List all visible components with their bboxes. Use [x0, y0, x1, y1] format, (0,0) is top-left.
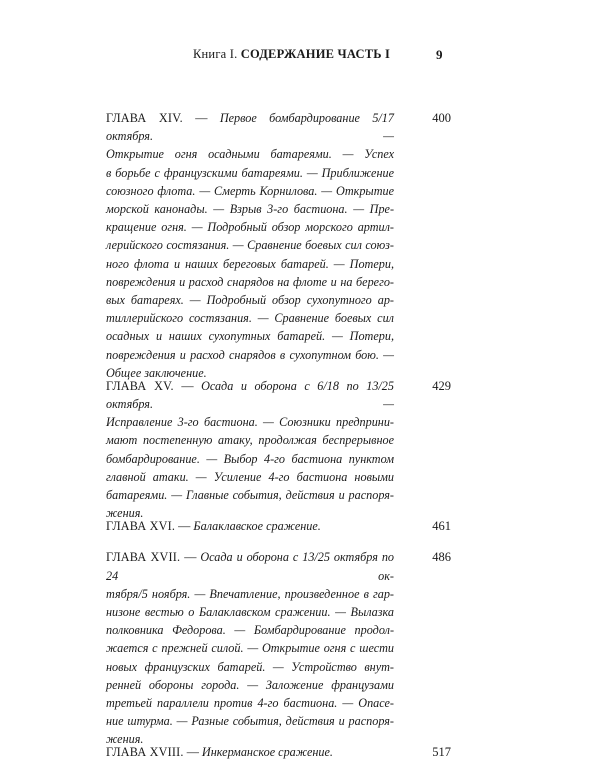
chapter-summary-text: Первое бомбардирование 5/17 октября. —	[106, 111, 394, 144]
chapter-label: ГЛАВА XVI.	[106, 519, 176, 534]
toc-line	[106, 218, 394, 236]
toc-line	[106, 377, 394, 413]
chapter-summary-text: Исправление 3-го бастиона. — Союзники предприни-	[106, 415, 394, 430]
toc-entry-page: 517	[432, 745, 451, 760]
chapter-summary-text: Осада и оборона с 13/25 октября по 24 ок-	[106, 550, 395, 583]
toc-entry-chapter-14	[106, 109, 451, 380]
toc-entry-page: 486	[432, 550, 451, 565]
toc-entry-chapter-17	[106, 548, 451, 747]
chapter-summary-text: морской канонады. — Взрыв 3-го бастиона. — Пре-	[106, 202, 394, 217]
chapter-dash: —	[195, 111, 208, 125]
toc-line	[106, 676, 394, 694]
toc-line	[106, 486, 394, 504]
section-title: СОДЕРЖАНИЕ ЧАСТЬ I	[240, 47, 391, 61]
chapter-summary-text: ние штурма. — Разные события, действия и распоря-	[106, 714, 394, 729]
chapter-summary-text: ренней обороны города. — Заложение французами	[106, 677, 394, 692]
chapter-dash: —	[184, 550, 197, 565]
book-label: Книга I.	[193, 47, 238, 61]
chapter-summary-text: жения.	[106, 732, 144, 747]
chapter-summary-text: Балаклавское сражение.	[193, 519, 321, 534]
toc-line	[106, 548, 394, 584]
toc-line	[106, 309, 394, 327]
chapter-summary-text: осадных и наших сухопутных батарей. — Потери,	[106, 329, 394, 344]
running-title	[193, 47, 390, 62]
chapter-summary-text: жается с прежней силой. — Открытие огня с шести	[106, 641, 394, 656]
chapter-summary-text: Инкерманское сражение.	[201, 745, 333, 760]
chapter-label: ГЛАВА XVII.	[106, 550, 181, 565]
chapter-summary-text: вых батареях. — Подробный обзор сухопутного ар-	[106, 293, 394, 308]
toc-entry-text	[106, 743, 394, 761]
chapter-summary-text: полковника Федорова. — Бомбардирование продол-	[106, 623, 394, 638]
toc-entry-page: 429	[432, 378, 451, 393]
running-head	[0, 47, 600, 67]
chapter-summary-text: бомбардирование. — Выбор 4-го бастиона пунктом	[106, 451, 394, 466]
toc-line	[106, 200, 394, 218]
toc-line	[106, 517, 394, 535]
chapter-summary-text: низоне вестью о Балаклавском сражении. — Вылазка	[106, 605, 394, 619]
toc-line	[106, 468, 394, 486]
toc-line	[106, 413, 394, 431]
toc-line	[106, 273, 394, 291]
chapter-summary-text: батареями. — Главные события, действия и распоря-	[106, 488, 394, 503]
chapter-summary-text: лерийского состязания. — Сравнение боевых сил союз-	[106, 238, 394, 253]
chapter-summary-text: тября/5 ноября. — Впечатление, произведенное в гар-	[106, 586, 394, 601]
chapter-summary-text: Общее заключение.	[106, 365, 207, 380]
chapter-label: ГЛАВА XV.	[106, 378, 174, 393]
toc-line	[106, 712, 394, 730]
chapter-summary-text: мают постепенную атаку, продолжая беспрерывное	[106, 433, 394, 448]
toc-line	[106, 255, 394, 273]
chapter-summary-text: ного флота и наших береговых батарей. — Потери,	[106, 256, 394, 271]
chapter-summary-text: главной атаки. — Усиление 4-го бастиона новыми	[106, 469, 394, 484]
toc-entry-chapter-16	[106, 517, 451, 535]
toc-entry-chapter-15	[106, 377, 451, 521]
toc-line	[106, 431, 394, 449]
toc-entry-text	[106, 517, 394, 535]
chapter-summary-text: повреждения и расход снарядов в сухопутном бою. —	[106, 347, 394, 362]
toc-entry-chapter-18	[106, 743, 451, 761]
toc-line	[106, 109, 394, 145]
chapter-dash: —	[178, 519, 191, 534]
chapter-summary-text: третьей параллели против 4-го бастиона. — Опасе-	[106, 696, 394, 711]
chapter-summary-text: жения.	[106, 506, 144, 521]
chapter-summary-text: Осада и оборона с 6/18 по 13/25 октября. —	[106, 378, 394, 411]
toc-line	[106, 236, 394, 254]
toc-entry-page: 461	[432, 519, 451, 534]
toc-line	[106, 327, 394, 345]
toc-line	[106, 621, 394, 639]
toc-line	[106, 164, 394, 182]
chapter-summary-text: повреждения и расход снарядов на флоте и на берего-	[106, 274, 394, 289]
toc-line	[106, 694, 394, 712]
toc-entry-text	[106, 109, 394, 382]
toc-entry-page: 400	[432, 111, 451, 125]
chapter-dash: —	[181, 378, 194, 393]
chapter-summary-text: Открытие огня осадными батареями. — Успех	[106, 147, 394, 162]
toc-line	[106, 450, 394, 468]
page-number: 9	[436, 47, 443, 62]
toc-line	[106, 346, 394, 364]
toc-line	[106, 145, 394, 163]
toc-line	[106, 182, 394, 200]
toc-line	[106, 603, 394, 621]
chapter-summary-text: в борьбе с французскими батареями. — Приближение	[106, 165, 394, 180]
toc-line	[106, 743, 394, 761]
toc-entry-text	[106, 377, 394, 523]
chapter-label: ГЛАВА XIV.	[106, 111, 183, 125]
chapter-label: ГЛАВА XVIII.	[106, 745, 184, 760]
toc-line	[106, 291, 394, 309]
toc-entry-text	[106, 548, 394, 748]
chapter-dash: —	[186, 745, 199, 760]
chapter-summary-text: новых французских батарей. — Устройство внут-	[106, 659, 394, 674]
toc-line	[106, 585, 394, 603]
chapter-summary-text: кращение огня. — Подробный обзор морского артил-	[106, 220, 394, 235]
toc-line	[106, 639, 394, 657]
chapter-summary-text: тиллерийского состязания. — Сравнение боевых сил	[106, 311, 394, 326]
chapter-summary-text: союзного флота. — Смерть Корнилова. — Открытие	[106, 183, 394, 198]
toc-line	[106, 658, 394, 676]
